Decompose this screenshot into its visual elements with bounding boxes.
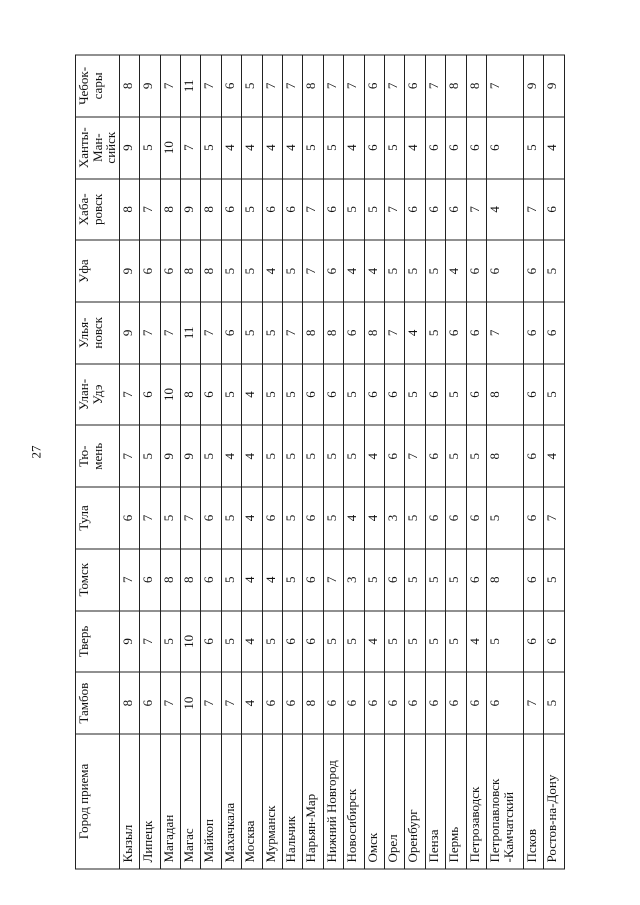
table-body xyxy=(119,55,564,869)
value-cell: 6 xyxy=(524,302,544,364)
value-cell: 6 xyxy=(524,364,544,426)
value-cell: 7 xyxy=(303,179,323,241)
value-cell: 9 xyxy=(119,302,139,364)
table-row xyxy=(221,55,241,869)
value-cell: 5 xyxy=(262,364,282,426)
value-cell: 6 xyxy=(544,611,565,673)
value-cell: 6 xyxy=(221,55,241,117)
value-cell: 5 xyxy=(242,55,262,117)
value-cell: 9 xyxy=(544,55,565,117)
value-cell: 5 xyxy=(283,240,303,302)
value-cell: 8 xyxy=(201,179,221,241)
value-cell: 5 xyxy=(544,672,565,734)
city-cell: Омск xyxy=(364,734,384,869)
value-cell: 7 xyxy=(201,672,221,734)
value-cell: 5 xyxy=(303,425,323,487)
value-cell: 9 xyxy=(119,611,139,673)
value-cell: 7 xyxy=(323,55,343,117)
value-cell: 8 xyxy=(181,549,201,611)
header-column: Тула xyxy=(76,487,120,549)
table-row xyxy=(201,55,221,869)
value-cell: 4 xyxy=(364,611,384,673)
table-row xyxy=(446,55,466,869)
value-cell: 4 xyxy=(544,117,565,179)
value-cell: 11 xyxy=(181,302,201,364)
value-cell: 6 xyxy=(262,487,282,549)
value-cell: 7 xyxy=(221,672,241,734)
value-cell: 6 xyxy=(385,425,405,487)
header-column: Томск xyxy=(76,549,120,611)
value-cell: 5 xyxy=(446,425,466,487)
value-cell: 6 xyxy=(466,487,486,549)
value-cell: 4 xyxy=(242,672,262,734)
city-cell: Махачкала xyxy=(221,734,241,869)
value-cell: 6 xyxy=(303,364,323,426)
value-cell: 5 xyxy=(221,487,241,549)
value-cell: 5 xyxy=(303,117,323,179)
value-cell: 6 xyxy=(303,487,323,549)
header-column: Чебок- сары xyxy=(76,55,120,117)
value-cell: 7 xyxy=(486,55,523,117)
value-cell: 6 xyxy=(283,179,303,241)
value-cell: 4 xyxy=(446,240,466,302)
value-cell: 7 xyxy=(405,425,425,487)
value-cell: 8 xyxy=(119,55,139,117)
value-cell: 7 xyxy=(201,55,221,117)
table-row xyxy=(323,55,343,869)
city-cell: Мурманск xyxy=(262,734,282,869)
table-row xyxy=(385,55,405,869)
value-cell: 5 xyxy=(160,487,180,549)
value-cell: 6 xyxy=(140,672,160,734)
value-cell: 6 xyxy=(385,364,405,426)
table-row xyxy=(283,55,303,869)
city-cell: Пенза xyxy=(425,734,445,869)
value-cell: 7 xyxy=(160,55,180,117)
value-cell: 5 xyxy=(385,117,405,179)
value-cell: 4 xyxy=(486,179,523,241)
value-cell: 4 xyxy=(262,549,282,611)
value-cell: 6 xyxy=(466,117,486,179)
value-cell: 7 xyxy=(303,240,323,302)
header-column: Тамбов xyxy=(76,672,120,734)
value-cell: 7 xyxy=(160,302,180,364)
value-cell: 8 xyxy=(486,425,523,487)
header-column: Улья- новск xyxy=(76,302,120,364)
value-cell: 6 xyxy=(364,364,384,426)
value-cell: 6 xyxy=(221,179,241,241)
value-cell: 5 xyxy=(466,425,486,487)
value-cell: 5 xyxy=(160,611,180,673)
value-cell: 6 xyxy=(140,364,160,426)
value-cell: 6 xyxy=(425,364,445,426)
value-cell: 4 xyxy=(364,240,384,302)
value-cell: 6 xyxy=(446,672,466,734)
value-cell: 6 xyxy=(323,179,343,241)
value-cell: 7 xyxy=(119,364,139,426)
value-cell: 6 xyxy=(364,55,384,117)
value-cell: 5 xyxy=(140,425,160,487)
value-cell: 6 xyxy=(344,672,364,734)
value-cell: 5 xyxy=(344,611,364,673)
table-row xyxy=(262,55,282,869)
value-cell: 6 xyxy=(425,425,445,487)
value-cell: 4 xyxy=(242,549,262,611)
value-cell: 8 xyxy=(181,240,201,302)
value-cell: 7 xyxy=(140,487,160,549)
value-cell: 7 xyxy=(385,179,405,241)
city-cell: Магадан xyxy=(160,734,180,869)
value-cell: 6 xyxy=(405,179,425,241)
city-cell: Нарьян-Мар xyxy=(303,734,323,869)
value-cell: 6 xyxy=(344,302,364,364)
value-cell: 7 xyxy=(262,55,282,117)
header-column: Тю- мень xyxy=(76,425,120,487)
value-cell: 9 xyxy=(119,117,139,179)
value-cell: 6 xyxy=(466,549,486,611)
value-cell: 6 xyxy=(364,672,384,734)
value-cell: 6 xyxy=(466,302,486,364)
value-cell: 6 xyxy=(425,117,445,179)
value-cell: 6 xyxy=(323,240,343,302)
value-cell: 6 xyxy=(466,364,486,426)
city-cell: Пермь xyxy=(446,734,466,869)
value-cell: 7 xyxy=(201,302,221,364)
value-cell: 6 xyxy=(385,549,405,611)
city-cell: Магас xyxy=(181,734,201,869)
table-header-row xyxy=(76,55,120,869)
value-cell: 6 xyxy=(201,549,221,611)
header-column: Тверь xyxy=(76,611,120,673)
value-cell: 6 xyxy=(446,179,466,241)
value-cell: 5 xyxy=(201,117,221,179)
value-cell: 4 xyxy=(344,117,364,179)
value-cell: 10 xyxy=(160,364,180,426)
value-cell: 5 xyxy=(262,425,282,487)
table-row xyxy=(425,55,445,869)
table-row xyxy=(486,55,523,869)
table-row xyxy=(466,55,486,869)
value-cell: 6 xyxy=(486,117,523,179)
value-cell: 7 xyxy=(544,487,565,549)
value-cell: 5 xyxy=(405,611,425,673)
value-cell: 7 xyxy=(283,55,303,117)
value-cell: 7 xyxy=(181,487,201,549)
value-cell: 6 xyxy=(160,240,180,302)
value-cell: 5 xyxy=(283,425,303,487)
value-cell: 8 xyxy=(466,55,486,117)
value-cell: 7 xyxy=(160,672,180,734)
table-row xyxy=(242,55,262,869)
value-cell: 6 xyxy=(524,611,544,673)
value-cell: 3 xyxy=(344,549,364,611)
value-cell: 6 xyxy=(201,611,221,673)
value-cell: 5 xyxy=(446,611,466,673)
value-cell: 6 xyxy=(425,672,445,734)
value-cell: 5 xyxy=(425,240,445,302)
value-cell: 5 xyxy=(221,364,241,426)
value-cell: 6 xyxy=(385,672,405,734)
value-cell: 8 xyxy=(364,302,384,364)
value-cell: 5 xyxy=(544,240,565,302)
value-cell: 5 xyxy=(323,425,343,487)
value-cell: 7 xyxy=(140,179,160,241)
table-row xyxy=(181,55,201,869)
value-cell: 8 xyxy=(119,179,139,241)
travel-time-table xyxy=(75,55,565,870)
value-cell: 4 xyxy=(344,240,364,302)
header-column: Улан- Удэ xyxy=(76,364,120,426)
value-cell: 8 xyxy=(486,549,523,611)
value-cell: 6 xyxy=(364,117,384,179)
city-cell: Орел xyxy=(385,734,405,869)
city-cell: Петрозаводск xyxy=(466,734,486,869)
city-cell: Нижний Новгород xyxy=(323,734,343,869)
value-cell: 5 xyxy=(405,487,425,549)
value-cell: 4 xyxy=(364,425,384,487)
value-cell: 9 xyxy=(140,55,160,117)
value-cell: 5 xyxy=(486,611,523,673)
value-cell: 7 xyxy=(323,549,343,611)
value-cell: 8 xyxy=(119,672,139,734)
value-cell: 8 xyxy=(160,179,180,241)
value-cell: 8 xyxy=(181,364,201,426)
city-cell: Оренбург xyxy=(405,734,425,869)
value-cell: 5 xyxy=(446,549,466,611)
value-cell: 5 xyxy=(323,117,343,179)
value-cell: 9 xyxy=(524,55,544,117)
city-cell: Нальчик xyxy=(283,734,303,869)
value-cell: 6 xyxy=(544,179,565,241)
value-cell: 5 xyxy=(364,549,384,611)
value-cell: 6 xyxy=(446,117,466,179)
value-cell: 4 xyxy=(283,117,303,179)
city-cell: Новосибирск xyxy=(344,734,364,869)
value-cell: 10 xyxy=(160,117,180,179)
value-cell: 6 xyxy=(486,240,523,302)
value-cell: 5 xyxy=(425,549,445,611)
value-cell: 5 xyxy=(242,179,262,241)
value-cell: 9 xyxy=(119,240,139,302)
value-cell: 8 xyxy=(323,302,343,364)
value-cell: 5 xyxy=(283,364,303,426)
value-cell: 5 xyxy=(262,611,282,673)
value-cell: 4 xyxy=(242,487,262,549)
table-row xyxy=(405,55,425,869)
value-cell: 4 xyxy=(242,117,262,179)
value-cell: 9 xyxy=(160,425,180,487)
header-column: Уфа xyxy=(76,240,120,302)
value-cell: 7 xyxy=(385,55,405,117)
value-cell: 9 xyxy=(181,179,201,241)
value-cell: 7 xyxy=(425,55,445,117)
value-cell: 7 xyxy=(486,302,523,364)
value-cell: 3 xyxy=(385,487,405,549)
value-cell: 6 xyxy=(262,672,282,734)
value-cell: 7 xyxy=(119,549,139,611)
value-cell: 4 xyxy=(405,117,425,179)
value-cell: 5 xyxy=(344,179,364,241)
value-cell: 6 xyxy=(446,302,466,364)
value-cell: 6 xyxy=(303,611,323,673)
value-cell: 7 xyxy=(140,302,160,364)
value-cell: 7 xyxy=(385,302,405,364)
value-cell: 6 xyxy=(201,487,221,549)
value-cell: 4 xyxy=(262,117,282,179)
value-cell: 6 xyxy=(262,179,282,241)
city-cell: Псков xyxy=(524,734,544,869)
value-cell: 7 xyxy=(140,611,160,673)
table-row xyxy=(303,55,323,869)
value-cell: 5 xyxy=(323,611,343,673)
table-row xyxy=(140,55,160,869)
value-cell: 6 xyxy=(201,364,221,426)
table-row xyxy=(160,55,180,869)
city-cell: Кызыл xyxy=(119,734,139,869)
value-cell: 5 xyxy=(221,240,241,302)
value-cell: 5 xyxy=(405,364,425,426)
value-cell: 5 xyxy=(364,179,384,241)
value-cell: 5 xyxy=(524,117,544,179)
value-cell: 6 xyxy=(486,672,523,734)
value-cell: 6 xyxy=(466,672,486,734)
value-cell: 7 xyxy=(181,117,201,179)
value-cell: 5 xyxy=(385,611,405,673)
value-cell: 8 xyxy=(303,302,323,364)
value-cell: 7 xyxy=(524,179,544,241)
value-cell: 5 xyxy=(446,364,466,426)
rotated-table-container xyxy=(75,55,565,870)
value-cell: 8 xyxy=(303,55,323,117)
value-cell: 7 xyxy=(283,302,303,364)
value-cell: 5 xyxy=(405,240,425,302)
value-cell: 6 xyxy=(425,179,445,241)
value-cell: 5 xyxy=(242,240,262,302)
value-cell: 5 xyxy=(242,302,262,364)
value-cell: 4 xyxy=(221,425,241,487)
table-row xyxy=(544,55,565,869)
value-cell: 8 xyxy=(303,672,323,734)
table-row xyxy=(344,55,364,869)
value-cell: 5 xyxy=(140,117,160,179)
value-cell: 6 xyxy=(524,425,544,487)
value-cell: 6 xyxy=(140,240,160,302)
value-cell: 6 xyxy=(405,672,425,734)
value-cell: 6 xyxy=(221,302,241,364)
value-cell: 8 xyxy=(486,364,523,426)
value-cell: 4 xyxy=(544,425,565,487)
value-cell: 6 xyxy=(303,549,323,611)
value-cell: 4 xyxy=(364,487,384,549)
value-cell: 4 xyxy=(405,302,425,364)
value-cell: 6 xyxy=(323,672,343,734)
value-cell: 6 xyxy=(283,672,303,734)
value-cell: 5 xyxy=(544,549,565,611)
value-cell: 7 xyxy=(119,425,139,487)
table-row xyxy=(119,55,139,869)
value-cell: 4 xyxy=(262,240,282,302)
value-cell: 4 xyxy=(242,425,262,487)
value-cell: 6 xyxy=(140,549,160,611)
value-cell: 5 xyxy=(323,487,343,549)
value-cell: 5 xyxy=(221,549,241,611)
value-cell: 9 xyxy=(181,425,201,487)
city-cell: Москва xyxy=(242,734,262,869)
value-cell: 5 xyxy=(486,487,523,549)
city-cell: Липецк xyxy=(140,734,160,869)
city-cell: Майкоп xyxy=(201,734,221,869)
value-cell: 6 xyxy=(524,240,544,302)
value-cell: 4 xyxy=(221,117,241,179)
value-cell: 11 xyxy=(181,55,201,117)
city-cell: Петропавловск -Камчатский xyxy=(486,734,523,869)
value-cell: 6 xyxy=(544,302,565,364)
value-cell: 6 xyxy=(425,487,445,549)
value-cell: 4 xyxy=(466,611,486,673)
value-cell: 4 xyxy=(242,611,262,673)
value-cell: 6 xyxy=(446,487,466,549)
value-cell: 5 xyxy=(344,364,364,426)
value-cell: 7 xyxy=(344,55,364,117)
value-cell: 10 xyxy=(181,611,201,673)
value-cell: 5 xyxy=(283,549,303,611)
value-cell: 6 xyxy=(283,611,303,673)
value-cell: 7 xyxy=(466,179,486,241)
value-cell: 5 xyxy=(283,487,303,549)
value-cell: 5 xyxy=(221,611,241,673)
value-cell: 6 xyxy=(323,364,343,426)
value-cell: 5 xyxy=(425,302,445,364)
value-cell: 5 xyxy=(405,549,425,611)
value-cell: 5 xyxy=(262,302,282,364)
value-cell: 10 xyxy=(181,672,201,734)
value-cell: 6 xyxy=(119,487,139,549)
city-cell: Ростов-на-Дону xyxy=(544,734,565,869)
value-cell: 5 xyxy=(201,425,221,487)
value-cell: 4 xyxy=(344,487,364,549)
value-cell: 8 xyxy=(201,240,221,302)
value-cell: 5 xyxy=(544,364,565,426)
value-cell: 5 xyxy=(385,240,405,302)
header-column: Ханты- Ман- сийск xyxy=(76,117,120,179)
value-cell: 5 xyxy=(344,425,364,487)
value-cell: 5 xyxy=(425,611,445,673)
value-cell: 6 xyxy=(524,487,544,549)
value-cell: 7 xyxy=(524,672,544,734)
value-cell: 4 xyxy=(242,364,262,426)
table-row xyxy=(524,55,544,869)
header-city: Город приема xyxy=(76,734,120,869)
value-cell: 6 xyxy=(466,240,486,302)
table-row xyxy=(364,55,384,869)
value-cell: 8 xyxy=(160,549,180,611)
value-cell: 8 xyxy=(446,55,466,117)
value-cell: 6 xyxy=(405,55,425,117)
value-cell: 6 xyxy=(524,549,544,611)
page-number: 27 xyxy=(28,445,44,459)
header-column: Хаба- ровск xyxy=(76,179,120,241)
